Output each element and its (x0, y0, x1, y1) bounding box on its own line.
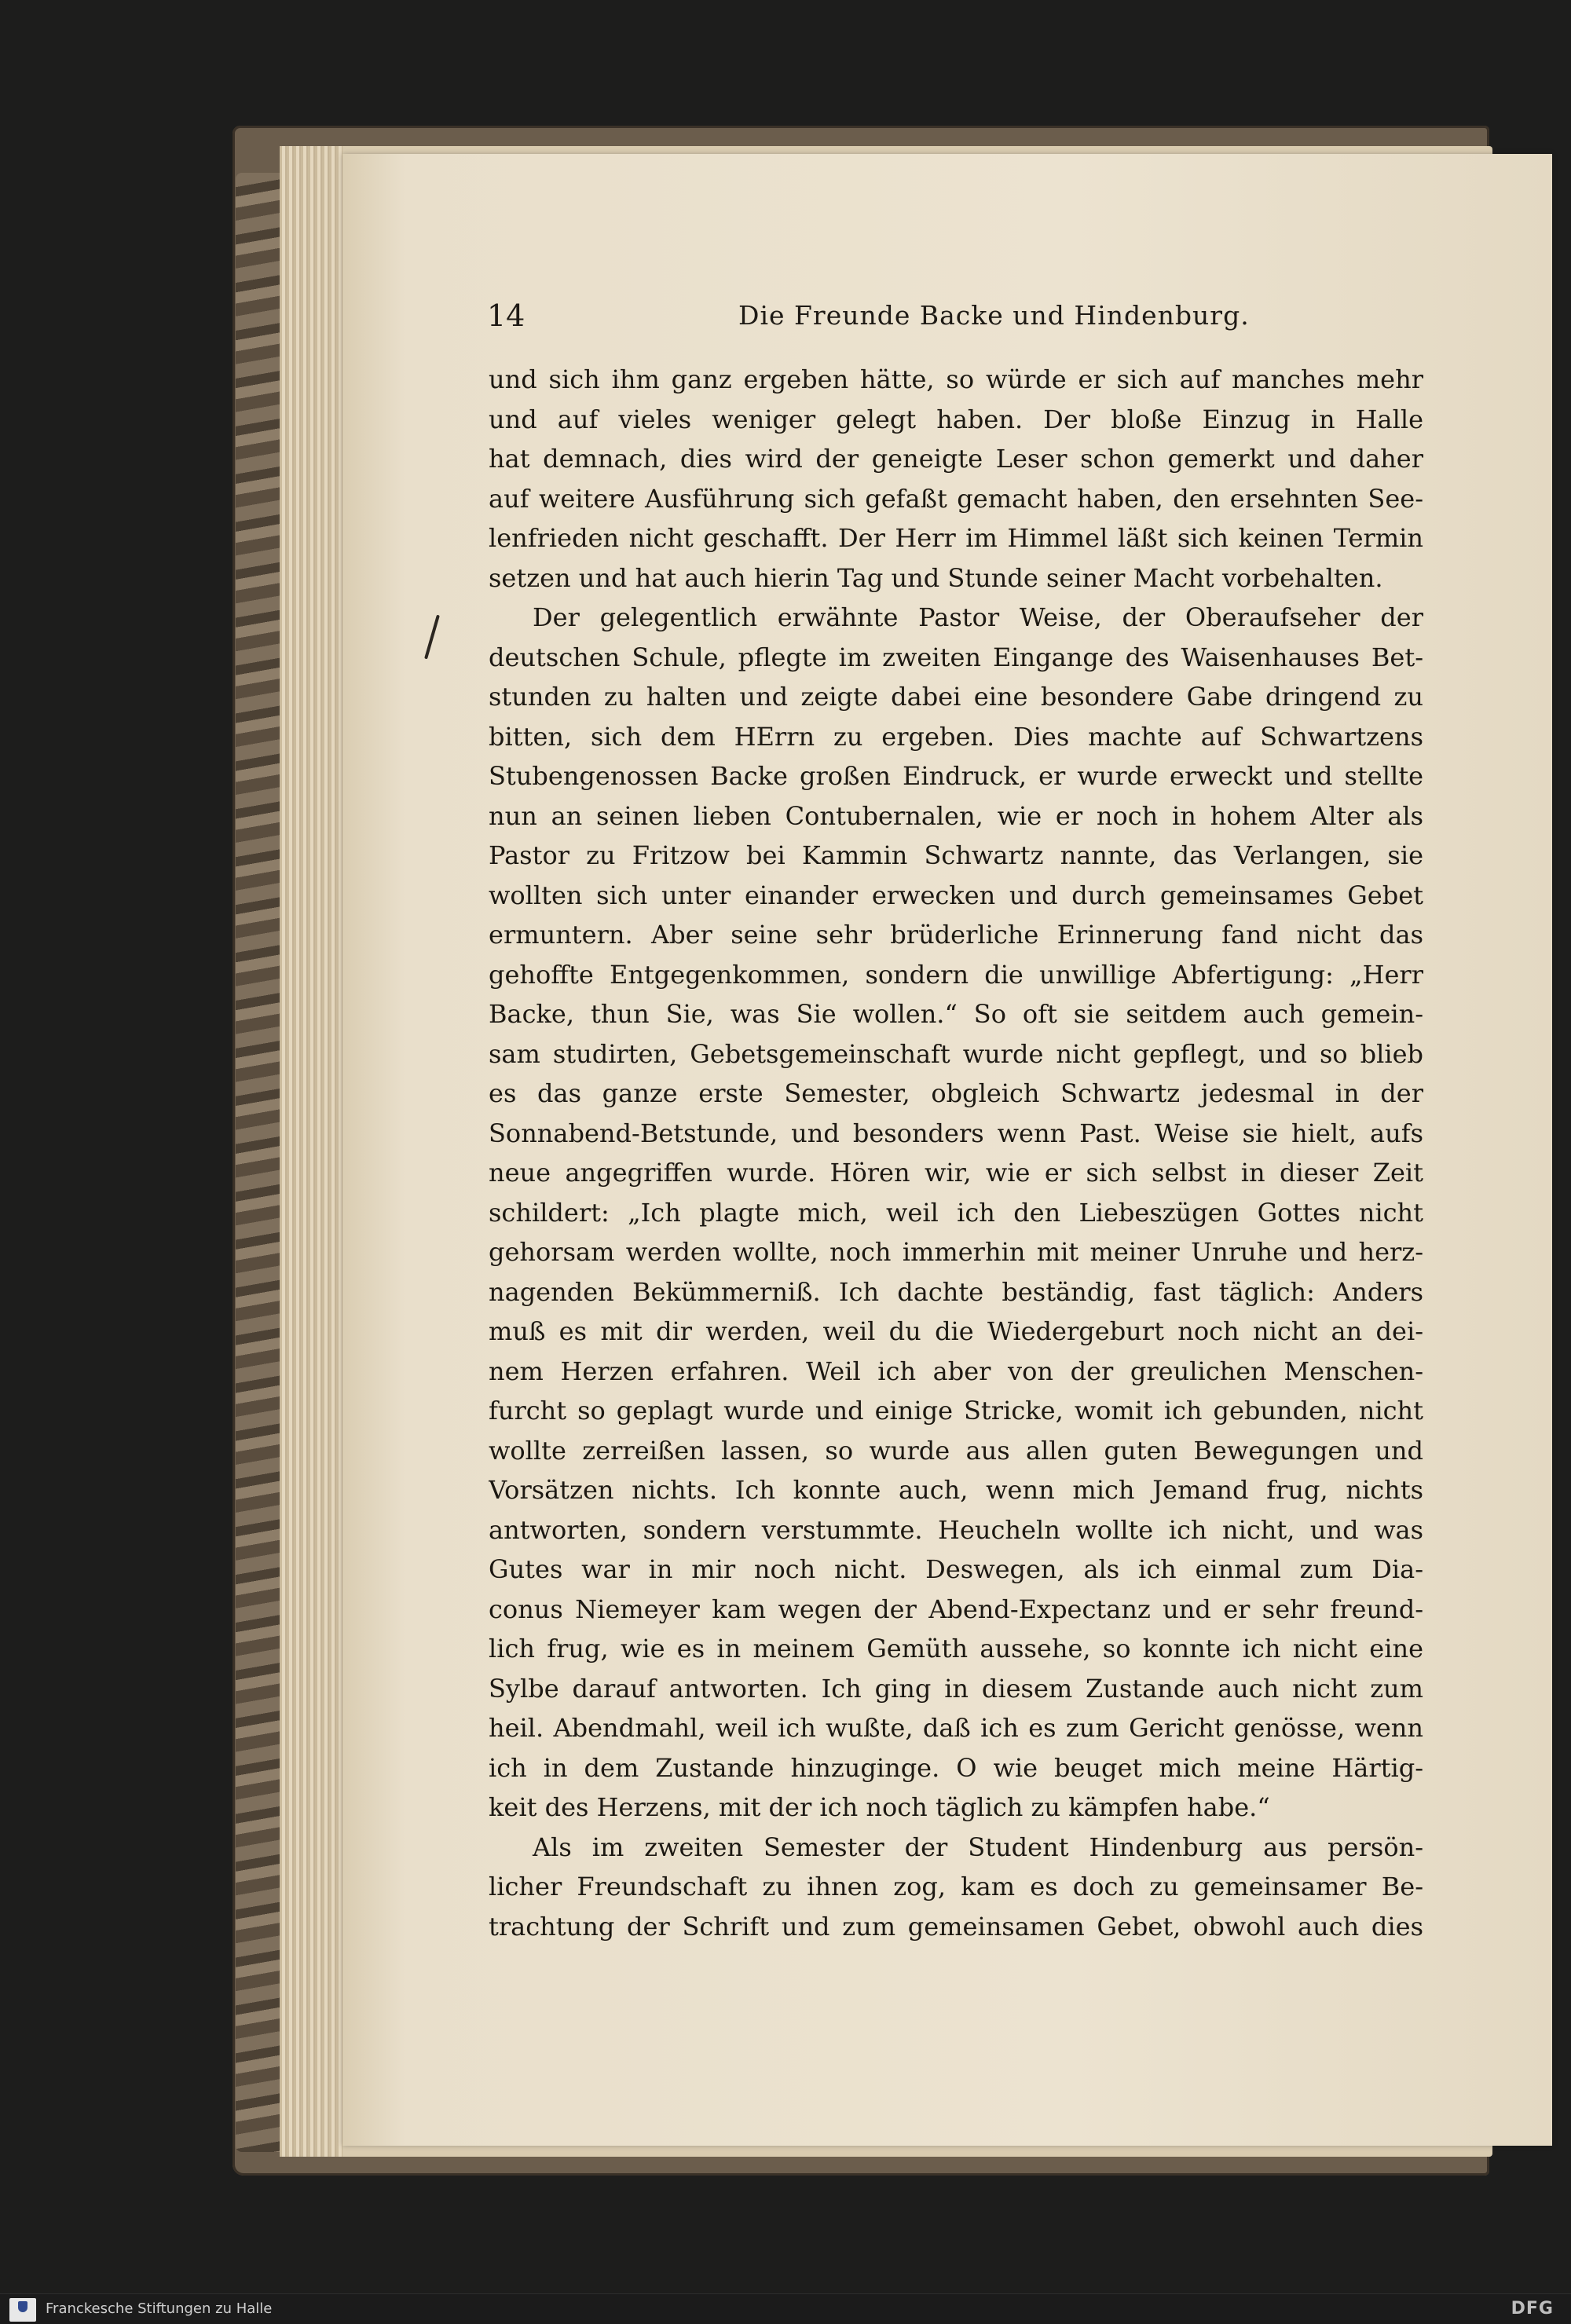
text-line: Pastor zu Fritzow bei Kammin Schwartz nannte, das Verlangen, sie (489, 840, 1423, 870)
text-line: nun an seinen lieben Contubernalen, wie er noch in hohem Alter als (489, 800, 1423, 831)
text-line: gehorsam werden wollte, noch immerhin mit meiner Unruhe und herz- (489, 1237, 1423, 1267)
text-line: Vorsätzen nichts. Ich konnte auch, wenn mich Jemand frug, nichts (489, 1475, 1423, 1505)
text-line: antworten, sondern verstummte. Heucheln wollte ich nicht, und was (489, 1514, 1423, 1545)
dfg-logo[interactable]: DFG (1511, 2299, 1554, 2319)
body-text (489, 360, 1423, 1946)
text-line: gehoffte Entgegenkommen, sondern die unwillige Abfertigung: „Herr (489, 959, 1423, 990)
text-line: muß es mit dir werden, weil du die Wiedergeburt noch nicht an dei- (489, 1316, 1423, 1346)
text-line: Als im zweiten Semester der Student Hindenburg aus persön- (533, 1832, 1423, 1862)
text-line: setzen und hat auch hierin Tag und Stunde seiner Macht vorbehalten. (489, 562, 1383, 593)
text-line: lenfrieden nicht geschafft. Der Herr im Himmel läßt sich keinen Termin (489, 523, 1423, 553)
text-line: nem Herzen erfahren. Weil ich aber von der greulichen Menschen- (489, 1356, 1423, 1386)
text-line: schildert: „Ich plagte mich, weil ich den Liebeszügen Gottes nicht (489, 1197, 1423, 1228)
text-line: ich in dem Zustande hinzuginge. O wie beuget mich meine Härtig- (489, 1752, 1423, 1783)
text-line: licher Freundschaft zu ihnen zog, kam es doch zu gemeinsamer Be- (489, 1872, 1423, 1901)
text-line: lich frug, wie es in meinem Gemüth aussehe, so konnte ich nicht eine (489, 1634, 1423, 1663)
running-head: Die Freunde Backe und Hindenburg. (738, 300, 1250, 331)
text-line: nagenden Bekümmerniß. Ich dachte beständig, fast täglich: Anders (489, 1276, 1423, 1307)
text-line: sam studirten, Gebetsgemeinschaft wurde nicht gepflegt, und so blieb (489, 1038, 1423, 1069)
text-line: wollten sich unter einander erwecken und durch gemeinsames Gebet (489, 880, 1423, 910)
text-line: heil. Abendmahl, weil ich wußte, daß ich es zum Gericht genösse, wenn (489, 1713, 1423, 1743)
text-line: bitten, sich dem HErrn zu ergeben. Dies machte auf Schwartzens (489, 721, 1423, 752)
text-line: Stubengenossen Backe großen Eindruck, er wurde erweckt und stellte (489, 761, 1423, 791)
text-line: hat demnach, dies wird der geneigte Leser schon gemerkt und daher (489, 444, 1423, 474)
page-number: 14 (487, 298, 525, 333)
institution-logo-icon[interactable] (9, 2298, 36, 2322)
text-line: deutschen Schule, pflegte im zweiten Eingange des Waisenhauses Bet- (489, 642, 1423, 672)
text-line: Sylbe darauf antworten. Ich ging in diesem Zustande auch nicht zum (489, 1673, 1423, 1704)
text-line: conus Niemeyer kam wegen der Abend-Expectanz und er sehr freund- (489, 1594, 1423, 1624)
text-line: neue angegriffen wurde. Hören wir, wie er sich selbst in dieser Zeit (489, 1158, 1423, 1188)
text-line: Backe, thun Sie, was Sie wollen.“ So oft sie seitdem auch gemein- (489, 999, 1423, 1029)
text-line: furcht so geplagt wurde und einige Stricke, womit ich gebunden, nicht (489, 1396, 1423, 1426)
text-line: und auf vieles weniger gelegt haben. Der bloße Einzug in Halle (489, 404, 1423, 434)
viewer-footer (0, 2293, 1571, 2324)
text-line: Der gelegentlich erwähnte Pastor Weise, der Oberaufseher der (533, 602, 1423, 632)
institution-name[interactable]: Franckesche Stiftungen zu Halle (46, 2300, 273, 2317)
text-line: stunden zu halten und zeigte dabei eine besondere Gabe dringend zu (489, 682, 1423, 712)
text-line: es das ganze erste Semester, obgleich Schwartz jedesmal in der (489, 1078, 1423, 1108)
text-line: Sonnabend-Betstunde, und besonders wenn Past. Weise sie hielt, aufs (489, 1118, 1423, 1148)
text-line: trachtung der Schrift und zum gemeinsamen Gebet, obwohl auch dies (489, 1911, 1423, 1942)
text-line: ermuntern. Aber seine sehr brüderliche Erinnerung fand nicht das (489, 920, 1423, 950)
page-header (487, 298, 1422, 342)
text-line: keit des Herzens, mit der ich noch täglich zu kämpfen habe.“ (489, 1792, 1270, 1822)
text-line: und sich ihm ganz ergeben hätte, so würde er sich auf manches mehr (489, 364, 1423, 394)
text-line: auf weitere Ausführung sich gefaßt gemacht haben, den ersehnten See- (489, 483, 1423, 514)
text-line: wollte zerreißen lassen, so wurde aus allen guten Bewegungen und (489, 1435, 1423, 1466)
text-line: Gutes war in mir noch nicht. Deswegen, als ich einmal zum Dia- (489, 1554, 1423, 1584)
